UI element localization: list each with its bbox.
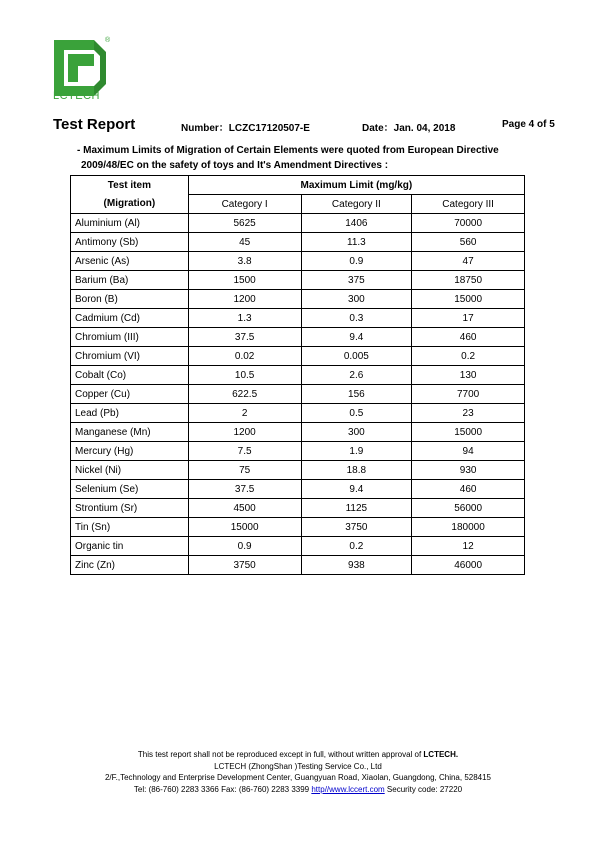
table-row: [71, 556, 525, 575]
category-2-cell: 11.3: [301, 233, 412, 252]
footer-brand: LCTECH.: [423, 750, 459, 759]
category-1-cell: 37.5: [188, 328, 301, 347]
category-2-cell: 1125: [301, 499, 412, 518]
category-2-cell: 300: [301, 290, 412, 309]
table-row: [71, 271, 525, 290]
table-row: [71, 366, 525, 385]
table-body: [71, 214, 525, 575]
category-2-cell: 0.9: [301, 252, 412, 271]
element-name-cell: Boron (B): [71, 290, 189, 309]
footer-line-1: [0, 749, 596, 761]
website-link[interactable]: http//www.lccert.com: [311, 784, 385, 794]
table-row: [71, 252, 525, 271]
footer-phone-fax: Tel: (86-760) 2283 3366 Fax: (86-760) 2283 3399: [133, 784, 312, 794]
test-item-header: [71, 176, 189, 214]
table-row: [71, 214, 525, 233]
table-header-row: [71, 176, 525, 195]
element-name-cell: Cadmium (Cd): [71, 309, 189, 328]
test-item-header-line-2: (Migration): [103, 197, 156, 209]
category-2-cell: 1406: [301, 214, 412, 233]
table-row: [71, 423, 525, 442]
category-3-cell: 930: [412, 461, 525, 480]
table-row: [71, 480, 525, 499]
category-3-cell: 70000: [412, 214, 525, 233]
element-name-cell: Organic tin: [71, 537, 189, 556]
footer-address: 2/F.,Technology and Enterprise Development Center, Guangyuan Road, Xiaolan, Guangdong, China, 528415: [104, 773, 492, 782]
element-name-cell: Lead (Pb): [71, 404, 189, 423]
table-row: [71, 309, 525, 328]
category-3-cell: 17: [412, 309, 525, 328]
category-2-header: Category II: [301, 195, 412, 214]
category-3-header: Category III: [412, 195, 525, 214]
category-1-cell: 1200: [188, 423, 301, 442]
intro-paragraph: [77, 143, 547, 173]
element-name-cell: Mercury (Hg): [71, 442, 189, 461]
category-1-header: Category I: [188, 195, 301, 214]
page-indicator: Page 4 of 5: [502, 119, 555, 130]
table-row: [71, 442, 525, 461]
element-name-cell: Strontium (Sr): [71, 499, 189, 518]
element-name-cell: Aluminium (Al): [71, 214, 189, 233]
category-2-cell: 375: [301, 271, 412, 290]
category-3-cell: 15000: [412, 290, 525, 309]
category-1-cell: 622.5: [188, 385, 301, 404]
category-1-cell: 0.9: [188, 537, 301, 556]
table-row: [71, 347, 525, 366]
category-1-cell: 4500: [188, 499, 301, 518]
category-3-cell: 460: [412, 480, 525, 499]
element-name-cell: Chromium (VI): [71, 347, 189, 366]
table-row: [71, 385, 525, 404]
category-3-cell: 7700: [412, 385, 525, 404]
category-2-cell: 18.8: [301, 461, 412, 480]
footer-contact: [0, 784, 596, 796]
element-name-cell: Chromium (III): [71, 328, 189, 347]
category-2-cell: 3750: [301, 518, 412, 537]
test-item-header-line-1: Test item: [107, 179, 151, 191]
category-1-cell: 75: [188, 461, 301, 480]
category-3-cell: 94: [412, 442, 525, 461]
element-name-cell: Manganese (Mn): [71, 423, 189, 442]
category-3-cell: 0.2: [412, 347, 525, 366]
category-1-cell: 1500: [188, 271, 301, 290]
report-date: Date：Jan. 04, 2018: [362, 123, 456, 134]
element-name-cell: Nickel (Ni): [71, 461, 189, 480]
footer-company: LCTECH (ZhongShan )Testing Service Co., Ltd: [214, 761, 382, 771]
category-2-cell: 2.6: [301, 366, 412, 385]
category-1-cell: 0.02: [188, 347, 301, 366]
intro-line-1: - Maximum Limits of Migration of Certain Elements were quoted from European Directive: [77, 145, 499, 156]
element-name-cell: Antimony (Sb): [71, 233, 189, 252]
category-3-cell: 130: [412, 366, 525, 385]
category-2-cell: 0.5: [301, 404, 412, 423]
element-name-cell: Arsenic (As): [71, 252, 189, 271]
report-footer: [0, 749, 596, 795]
intro-line-2: 2009/48/EC on the safety of toys and It's Amendment Directives :: [81, 160, 389, 171]
category-1-cell: 1200: [188, 290, 301, 309]
lctech-logo-icon: [54, 38, 106, 98]
table-row: [71, 404, 525, 423]
category-1-cell: 37.5: [188, 480, 301, 499]
report-title: Test Report: [53, 116, 136, 133]
category-2-cell: 156: [301, 385, 412, 404]
category-1-cell: 1.3: [188, 309, 301, 328]
element-name-cell: Cobalt (Co): [71, 366, 189, 385]
table-row: [71, 537, 525, 556]
element-name-cell: Copper (Cu): [71, 385, 189, 404]
report-header: [0, 116, 596, 136]
table-row: [71, 328, 525, 347]
category-3-cell: 46000: [412, 556, 525, 575]
element-name-cell: Barium (Ba): [71, 271, 189, 290]
category-3-cell: 560: [412, 233, 525, 252]
category-3-cell: 56000: [412, 499, 525, 518]
maximum-limit-header: Maximum Limit (mg/kg): [188, 176, 524, 195]
category-1-cell: 3.8: [188, 252, 301, 271]
migration-limits-table: [70, 175, 525, 575]
category-1-cell: 5625: [188, 214, 301, 233]
category-3-cell: 47: [412, 252, 525, 271]
category-3-cell: 12: [412, 537, 525, 556]
table-row: [71, 461, 525, 480]
table-row: [71, 233, 525, 252]
category-1-cell: 10.5: [188, 366, 301, 385]
category-1-cell: 2: [188, 404, 301, 423]
table-row: [71, 290, 525, 309]
category-2-cell: 0.3: [301, 309, 412, 328]
category-3-cell: 23: [412, 404, 525, 423]
category-2-cell: 0.005: [301, 347, 412, 366]
element-name-cell: Selenium (Se): [71, 480, 189, 499]
footer-security-code: Security code: 27220: [384, 784, 463, 794]
footer-disclaimer: This test report shall not be reproduced except in full, without written approval of: [137, 750, 424, 759]
registered-mark: ®: [105, 37, 111, 44]
category-2-cell: 938: [301, 556, 412, 575]
category-3-cell: 18750: [412, 271, 525, 290]
category-2-cell: 9.4: [301, 480, 412, 499]
report-number: Number：LCZC17120507-E: [181, 123, 310, 134]
logo-wordmark: LCTECH: [53, 90, 101, 102]
category-1-cell: 45: [188, 233, 301, 252]
element-name-cell: Tin (Sn): [71, 518, 189, 537]
element-name-cell: Zinc (Zn): [71, 556, 189, 575]
category-2-cell: 300: [301, 423, 412, 442]
category-1-cell: 15000: [188, 518, 301, 537]
category-3-cell: 460: [412, 328, 525, 347]
category-2-cell: 9.4: [301, 328, 412, 347]
category-3-cell: 15000: [412, 423, 525, 442]
category-1-cell: 7.5: [188, 442, 301, 461]
category-3-cell: 180000: [412, 518, 525, 537]
category-2-cell: 1.9: [301, 442, 412, 461]
table-row: [71, 499, 525, 518]
table-row: [71, 518, 525, 537]
category-2-cell: 0.2: [301, 537, 412, 556]
category-1-cell: 3750: [188, 556, 301, 575]
